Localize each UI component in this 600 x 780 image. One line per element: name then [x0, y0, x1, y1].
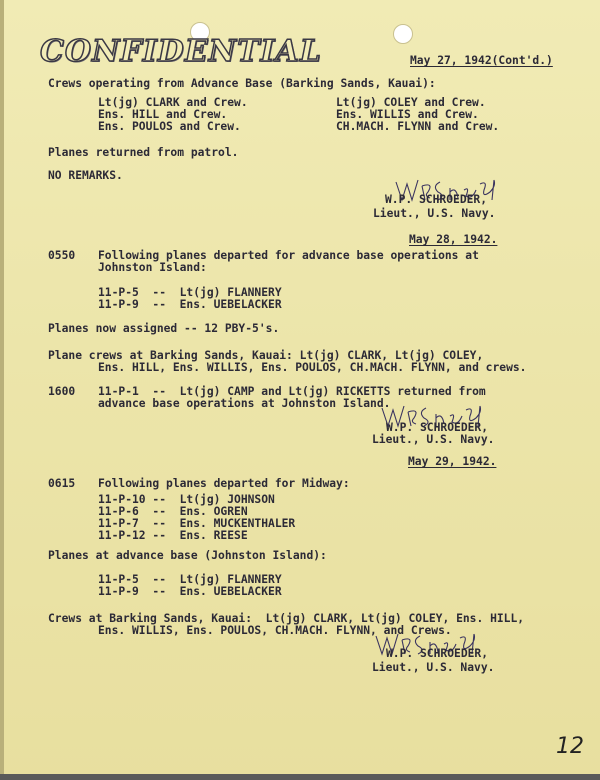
patrol-line: Planes returned from patrol.	[48, 146, 239, 159]
planes-assigned: Planes now assigned -- 12 PBY-5's.	[48, 322, 280, 335]
crew-left-2: Ens. HILL and Crew.	[98, 108, 228, 121]
may29-line1: Following planes departed for Midway:	[98, 477, 350, 490]
may29-plane-4: 11-P-12 -- Ens. REESE	[98, 529, 248, 542]
advance-plane-1: 11-P-5 -- Lt(jg) FLANNERY	[98, 573, 282, 586]
no-remarks: NO REMARKS.	[48, 169, 123, 182]
signature-name-1: W.P. SCHROEDER,	[385, 193, 488, 206]
advance-base-heading: Planes at advance base (Johnston Island):	[48, 549, 327, 562]
may29-crews-b: Ens. WILLIS, Ens. POULOS, CH.MACH. FLYNN, and Crews.	[98, 624, 452, 637]
time-0550: 0550	[48, 249, 76, 262]
crews-heading: Crews operating from Advance Base (Barking Sands, Kauai):	[48, 77, 436, 90]
crew-right-1: Lt(jg) COLEY and Crew.	[336, 96, 486, 109]
confidential-stamp: CONFIDENTIAL	[40, 34, 322, 69]
crew-left-1: Lt(jg) CLARK and Crew.	[98, 96, 248, 109]
paper-edge-left	[0, 0, 4, 780]
advance-plane-2: 11-P-9 -- Ens. UEBELACKER	[98, 585, 282, 598]
may28-line1b: Johnston Island:	[98, 261, 207, 274]
signature-rank-3: Lieut., U.S. Navy.	[372, 661, 495, 674]
crew-left-3: Ens. POULOS and Crew.	[98, 120, 241, 133]
may28-plane-2: 11-P-9 -- Ens. UEBELACKER	[98, 298, 282, 311]
may28-plane-1: 11-P-5 -- Lt(jg) FLANNERY	[98, 286, 282, 299]
may28-line2a: 11-P-1 -- Lt(jg) CAMP and Lt(jg) RICKETTS returned from	[98, 385, 486, 398]
may29-plane-1: 11-P-10 -- Lt(jg) JOHNSON	[98, 493, 275, 506]
date-may29: May 29, 1942.	[408, 455, 497, 468]
may28-crews-b: Ens. HILL, Ens. WILLIS, Ens. POULOS, CH.MACH. FLYNN, and crews.	[98, 361, 527, 374]
may29-plane-2: 11-P-6 -- Ens. OGREN	[98, 505, 248, 518]
signature-rank-2: Lieut., U.S. Navy.	[372, 433, 495, 446]
time-1600: 1600	[48, 385, 76, 398]
may28-line2b: advance base operations at Johnston Island.	[98, 397, 391, 410]
page-number: 12	[556, 734, 584, 759]
punch-hole-right	[393, 24, 413, 44]
may28-crews-a: Plane crews at Barking Sands, Kauai: Lt(jg) CLARK, Lt(jg) COLEY,	[48, 349, 484, 362]
header-date: May 27, 1942(Cont'd.)	[410, 54, 553, 67]
paper-edge-bottom	[0, 774, 600, 780]
crew-right-2: Ens. WILLIS and Crew.	[336, 108, 479, 121]
signature-rank-1: Lieut., U.S. Navy.	[373, 207, 496, 220]
may29-plane-3: 11-P-7 -- Ens. MUCKENTHALER	[98, 517, 296, 530]
may29-crews-a: Crews at Barking Sands, Kauai: Lt(jg) CLARK, Lt(jg) COLEY, Ens. HILL,	[48, 612, 525, 625]
time-0615: 0615	[48, 477, 76, 490]
signature-name-2: W.P. SCHROEDER,	[386, 421, 489, 434]
date-may28: May 28, 1942.	[409, 233, 498, 246]
may28-line1a: Following planes departed for advance base operations at	[98, 249, 479, 262]
signature-name-3: W.P. SCHROEDER,	[386, 647, 489, 660]
crew-right-3: CH.MACH. FLYNN and Crew.	[336, 120, 500, 133]
